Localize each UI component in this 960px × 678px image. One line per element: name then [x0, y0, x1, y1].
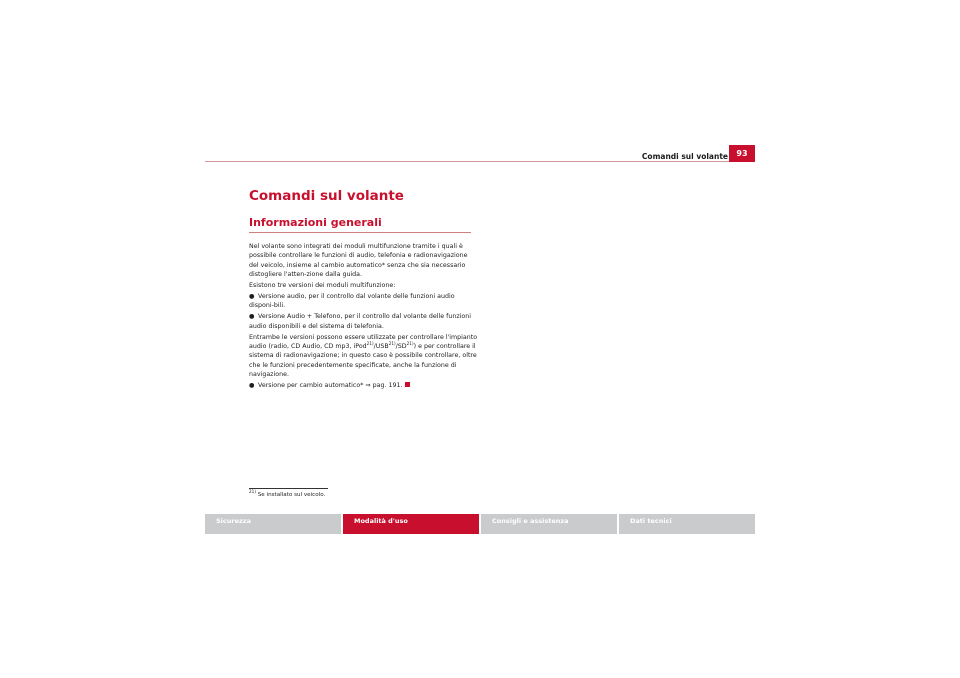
footnote-text: Se installato sul veicolo.	[255, 492, 326, 498]
paragraph-usage: Entrambe le versioni possono essere utilizzate per controllare l'impianto audio (radio, CD Audio, CD mp3, iPod$^{21)}$/USB$^{21)}$/SD$^{21)}$) e per controllare il sistema di radionavigazione; in questo caso è possibile controllare, oltre che le funzioni precedentemente specificate, anche la funzione di navigazione.	[249, 333, 478, 379]
footnote-ref: 21)	[406, 340, 414, 346]
section-title-underline	[249, 232, 471, 233]
footnote-ref: 21)	[366, 340, 374, 346]
page-number-badge: 93	[729, 145, 755, 162]
section-title: Informazioni generali	[249, 216, 382, 229]
body-text	[249, 242, 479, 392]
footnote-divider	[249, 488, 328, 489]
footnote	[249, 489, 326, 498]
footnote-ref: 21)	[388, 340, 396, 346]
paragraph-intro: Nel volante sono integrati dei moduli multifunzione tramite i quali è possibile controllare le funzioni di audio, telefonia e radionavigazione del veicolo, insieme al cambio automatico* senza che sia necessario distogliere l'atten-zione dalla guida.	[249, 243, 468, 279]
bullet-icon: ●	[249, 293, 255, 301]
chapter-title: Comandi sul volante	[249, 188, 404, 204]
tab-modalita-uso[interactable]: Modalità d'uso	[343, 514, 479, 534]
paragraph-versions: Esistono tre versioni dei moduli multifunzione:	[249, 282, 396, 290]
section-end-icon	[405, 382, 410, 387]
list-item: ● Versione audio, per il controllo dal volante delle funzioni audio disponi-bili.	[249, 293, 455, 310]
cross-reference-link[interactable]: Versione per cambio automatico* ⇒ pag. 191.	[258, 382, 403, 390]
list-item	[249, 381, 479, 390]
list-item: ● Versione Audio + Telefono, per il controllo dal volante delle funzioni audio disponibili e del sistema di telefonia.	[249, 313, 472, 330]
footnote-number: 21)	[249, 489, 256, 495]
running-header-title: Comandi sul volante	[641, 152, 728, 161]
bullet-icon: ●	[249, 382, 255, 390]
tab-dati-tecnici[interactable]: Dati tecnici	[619, 514, 755, 534]
bottom-nav-tabs	[205, 514, 755, 534]
tab-consigli-assistenza[interactable]: Consigli e assistenza	[481, 514, 617, 534]
header-divider	[205, 161, 729, 162]
bullet-icon: ●	[249, 313, 255, 321]
tab-sicurezza[interactable]: Sicurezza	[205, 514, 341, 534]
